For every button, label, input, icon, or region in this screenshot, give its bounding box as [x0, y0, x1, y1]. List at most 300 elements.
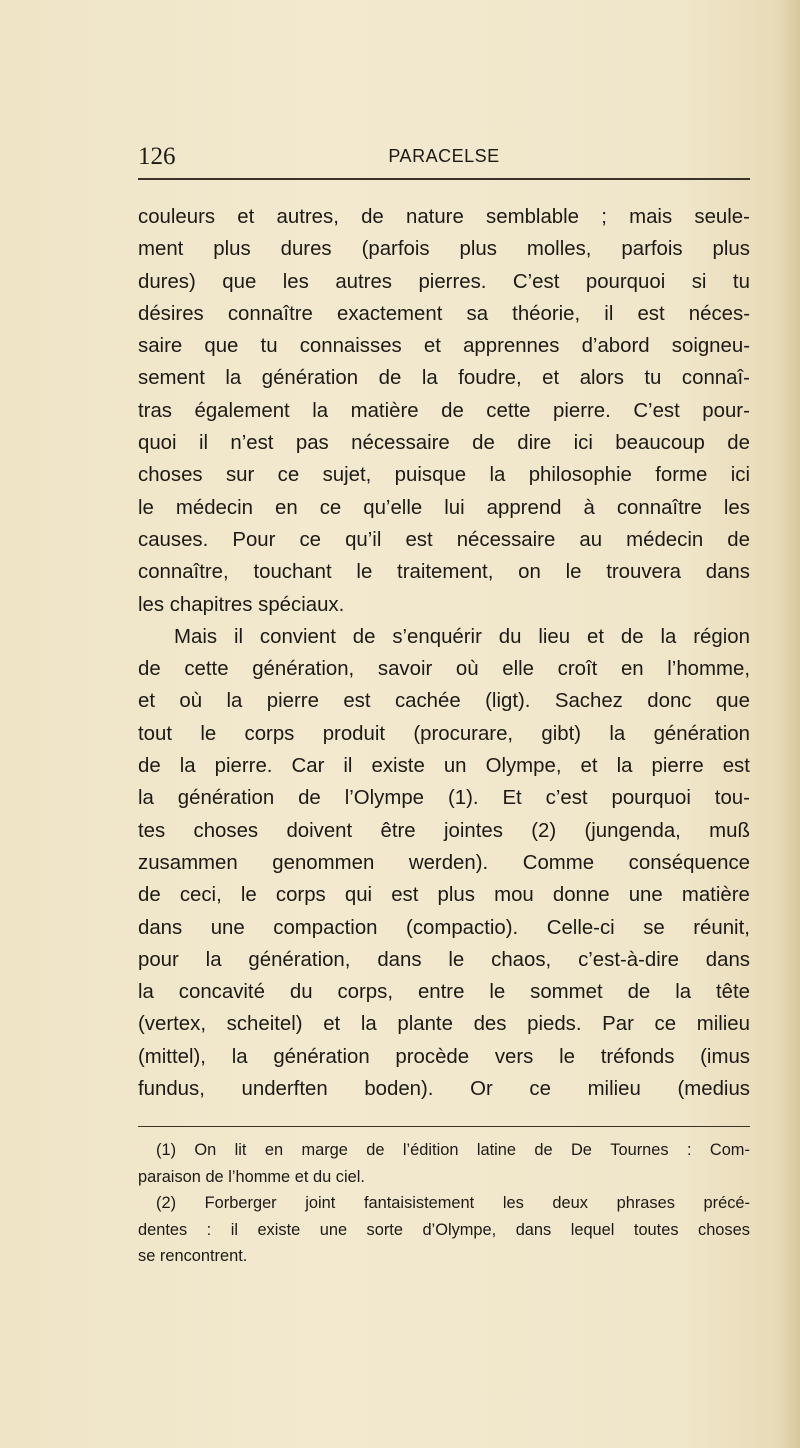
text-line	[138, 976, 750, 1008]
word: la	[225, 367, 242, 390]
word: on	[518, 561, 541, 584]
word: :	[686, 1141, 692, 1159]
word: que	[222, 270, 257, 293]
word: c’est-à-dire	[578, 948, 679, 971]
word: en	[274, 496, 298, 519]
word: et	[237, 206, 255, 228]
word: et	[580, 755, 598, 778]
word: sommet	[530, 981, 603, 1004]
word: que	[204, 335, 239, 358]
word: il	[233, 625, 244, 648]
word: semblable	[486, 206, 579, 228]
word: de	[366, 1141, 385, 1159]
word: zusammen	[138, 851, 238, 874]
word: tu	[644, 367, 662, 390]
word: n’est	[230, 432, 274, 455]
word: Comme	[522, 851, 595, 874]
word: le	[356, 561, 373, 584]
word: une	[628, 884, 663, 907]
word: une	[210, 916, 245, 939]
word: ici	[730, 464, 750, 487]
word: connaisses	[299, 335, 402, 358]
text-line	[138, 330, 750, 362]
word: chapitres	[169, 593, 259, 616]
word: foudre,	[458, 367, 522, 390]
word: couleurs	[138, 206, 216, 228]
word: des	[473, 1013, 507, 1036]
word: et	[138, 690, 156, 713]
word: conséquence	[628, 851, 750, 874]
word: dans	[705, 561, 750, 584]
word: De	[570, 1141, 592, 1159]
word: ce	[299, 528, 322, 551]
word: ici	[573, 432, 593, 455]
word: nécessaire	[351, 432, 450, 455]
word: lit	[234, 1141, 247, 1159]
word: deux	[552, 1194, 588, 1212]
text-line	[138, 362, 750, 394]
word: tras	[138, 399, 172, 422]
word: existe	[257, 1220, 301, 1239]
word: pour-	[702, 399, 750, 422]
text-line	[138, 621, 750, 653]
text-line	[138, 944, 750, 976]
word: l’édition	[402, 1141, 459, 1159]
word: de	[205, 1167, 229, 1186]
word: ment	[138, 238, 184, 261]
word: soigneu-	[671, 335, 750, 358]
word: et	[294, 1167, 313, 1186]
word: et	[423, 335, 441, 358]
word: lui	[444, 496, 465, 519]
text-line	[138, 492, 750, 524]
text-line	[138, 427, 750, 459]
word: à	[583, 496, 595, 519]
word: produit	[322, 722, 386, 745]
word: d’abord	[581, 335, 650, 358]
word: underften	[241, 1078, 328, 1101]
text-line	[138, 685, 750, 717]
word: corps	[275, 884, 326, 907]
word: concavité	[178, 981, 265, 1004]
word: il	[230, 1220, 238, 1239]
word: ciel.	[335, 1167, 365, 1186]
word: Car	[291, 755, 325, 778]
word: du	[289, 981, 313, 1004]
word: philosophie	[528, 464, 632, 487]
footnote-line	[138, 1217, 750, 1244]
word: autres	[335, 270, 392, 293]
word: vers	[494, 1045, 534, 1068]
word: Et	[502, 787, 522, 810]
word: génération,	[252, 658, 355, 681]
word: joint	[305, 1194, 336, 1212]
word: (2)	[531, 819, 557, 842]
text-line	[138, 750, 750, 782]
footnote-line	[138, 1137, 750, 1164]
word: la	[675, 981, 692, 1004]
footnote-line	[138, 1243, 750, 1270]
word: compaction	[273, 916, 378, 939]
word: plus	[437, 884, 475, 907]
word: convient	[259, 625, 336, 648]
text-line	[138, 233, 750, 265]
word: procède	[395, 1045, 470, 1068]
word: de	[441, 399, 464, 422]
text-line	[138, 653, 750, 685]
word: région	[693, 625, 750, 648]
running-title: PARACELSE	[388, 146, 500, 166]
word: si	[691, 270, 707, 293]
word: gibt)	[541, 722, 582, 745]
word: beaucoup	[615, 432, 705, 455]
word: au	[579, 528, 603, 551]
word: (mittel),	[138, 1045, 206, 1068]
word: lequel	[570, 1220, 615, 1239]
word: où	[179, 690, 203, 713]
word: trouvera	[606, 561, 681, 584]
word: il	[343, 755, 353, 778]
word: la	[138, 787, 154, 810]
word: Mais	[174, 625, 218, 648]
page-header	[138, 143, 750, 171]
word: cette	[486, 399, 531, 422]
body-text	[138, 201, 750, 1105]
word: s’enquérir	[392, 625, 482, 648]
word: Or	[470, 1078, 493, 1101]
word: la	[660, 625, 677, 648]
word: qu’il	[345, 528, 382, 551]
text-line	[138, 459, 750, 491]
word: se	[643, 916, 665, 939]
word: néces-	[688, 302, 750, 325]
word: la	[312, 399, 329, 422]
word: c’est	[545, 787, 588, 810]
word: que	[715, 690, 750, 713]
word: est	[343, 690, 371, 713]
word: seule-	[694, 206, 750, 228]
footnote-line	[138, 1190, 750, 1217]
word: pourquoi	[611, 787, 691, 810]
word: apprennes	[463, 335, 560, 358]
word: sur	[225, 464, 255, 487]
text-line	[138, 847, 750, 879]
word: du	[312, 1167, 336, 1186]
word: d’Olympe,	[422, 1220, 497, 1239]
word: plus	[459, 238, 497, 261]
word: les	[502, 1194, 524, 1212]
word: désires	[138, 302, 204, 325]
word: plus	[213, 238, 251, 261]
word: pierre.	[214, 755, 273, 778]
word: être	[380, 819, 416, 842]
word: théorie,	[512, 302, 581, 325]
word: l’homme	[228, 1167, 295, 1186]
word: entre	[417, 981, 465, 1004]
word: de	[378, 367, 402, 390]
word: sujet,	[322, 464, 372, 487]
word: et	[542, 367, 560, 390]
word: la	[138, 981, 154, 1004]
word: (parfois	[361, 238, 430, 261]
word: lieu	[538, 625, 571, 648]
word: milieu	[587, 1078, 641, 1101]
word: (imus	[700, 1045, 750, 1068]
word: ;	[601, 206, 607, 228]
word: est	[391, 884, 419, 907]
word: le	[559, 1045, 575, 1068]
word: ce	[529, 1078, 551, 1101]
word: paraison	[138, 1167, 206, 1186]
word: nécessaire	[456, 528, 556, 551]
word: médecin	[626, 528, 704, 551]
word: Sachez	[554, 690, 623, 713]
word: qu’elle	[363, 496, 423, 519]
word: génération,	[248, 948, 351, 971]
word: génération	[273, 1045, 370, 1068]
word: pas	[295, 432, 329, 455]
text-line	[138, 1041, 750, 1073]
word: Par	[602, 1013, 634, 1036]
word: pierres.	[418, 270, 487, 293]
text-line	[138, 298, 750, 330]
word: exactement	[336, 302, 443, 325]
word: fantaisistement	[363, 1194, 475, 1212]
word: la	[421, 367, 438, 390]
word: plus	[712, 238, 750, 261]
header-rule	[138, 178, 750, 180]
word: mais	[629, 206, 673, 228]
word: tu	[732, 270, 750, 293]
word: dire	[517, 432, 552, 455]
word: (1).	[447, 787, 479, 810]
word: est	[405, 528, 433, 551]
word: ce	[277, 464, 300, 487]
word: spéciaux.	[258, 593, 345, 616]
word: rencontrent.	[159, 1247, 248, 1265]
text-line	[138, 589, 750, 621]
word: l’homme,	[667, 658, 750, 681]
word: une	[319, 1220, 348, 1239]
word: Olympe,	[485, 755, 562, 778]
word: de	[352, 625, 376, 648]
word: pour	[138, 948, 179, 971]
word: boden).	[364, 1078, 434, 1101]
word: de	[138, 884, 161, 907]
word: se	[138, 1247, 160, 1265]
text-line	[138, 1073, 750, 1105]
word: tout	[138, 722, 173, 745]
word: puisque	[394, 464, 467, 487]
word: est	[637, 302, 665, 325]
word: matière	[350, 399, 419, 422]
word: de	[534, 1141, 553, 1159]
word: ce	[654, 1013, 677, 1036]
word: l’Olympe	[344, 787, 425, 810]
word: génération	[261, 367, 359, 390]
word: le	[565, 561, 582, 584]
word: il	[198, 432, 209, 455]
word: de	[472, 432, 495, 455]
word: marge	[301, 1141, 348, 1159]
word: la	[226, 690, 243, 713]
word: le	[448, 948, 465, 971]
text-line	[138, 718, 750, 750]
word: de	[627, 981, 651, 1004]
word: en	[264, 1141, 284, 1159]
word: le	[138, 496, 154, 519]
word: dans	[377, 948, 422, 971]
word: tréfonds	[600, 1045, 675, 1068]
word: scheitel)	[226, 1013, 303, 1036]
word: ceci,	[179, 884, 222, 907]
word: (ligt).	[485, 690, 531, 713]
word: où	[455, 658, 479, 681]
word: forme	[655, 464, 708, 487]
word: ce	[319, 496, 342, 519]
word: la	[609, 722, 626, 745]
word: tes	[138, 819, 166, 842]
word: dures)	[138, 270, 196, 293]
word: de	[361, 206, 384, 228]
word: (vertex,	[138, 1013, 206, 1036]
word: cette	[184, 658, 229, 681]
word: nature	[406, 206, 464, 228]
word: toutes	[633, 1220, 679, 1239]
text-line	[138, 912, 750, 944]
word: Pour	[232, 528, 276, 551]
footnote-rule	[138, 1126, 750, 1127]
word: On	[194, 1141, 217, 1159]
word: de	[138, 658, 161, 681]
word: le	[489, 981, 506, 1004]
text-line	[138, 524, 750, 556]
text-line	[138, 879, 750, 911]
word: corps,	[337, 981, 394, 1004]
word: tu	[260, 335, 278, 358]
word: saire	[138, 335, 183, 358]
word: milieu	[696, 1013, 750, 1036]
word: donne	[552, 884, 610, 907]
word: et	[586, 625, 604, 648]
word: de	[727, 432, 750, 455]
word: doivent	[286, 819, 353, 842]
word: Com-	[709, 1141, 750, 1159]
word: parfois	[621, 238, 683, 261]
word: pierre	[651, 755, 704, 778]
word: précé-	[703, 1194, 750, 1212]
footnotes	[138, 1137, 750, 1270]
word: :	[206, 1220, 212, 1239]
word: les	[282, 270, 309, 293]
text-line	[138, 201, 750, 233]
word: Tournes	[610, 1141, 669, 1159]
word: dures	[280, 238, 332, 261]
word: Forberger	[204, 1194, 277, 1212]
word: quoi	[138, 432, 177, 455]
word: chaos,	[491, 948, 552, 971]
word: la	[616, 755, 633, 778]
word: dans	[138, 916, 183, 939]
word: savoir	[377, 658, 433, 681]
word: choses	[698, 1220, 750, 1239]
word: (1)	[156, 1141, 177, 1159]
word: en	[620, 658, 644, 681]
word: werden).	[408, 851, 489, 874]
word: (compactio).	[406, 916, 519, 939]
word: phrases	[616, 1194, 675, 1212]
word: cachée	[394, 690, 461, 713]
word: pourquoi	[585, 270, 666, 293]
word: connaître,	[138, 561, 229, 584]
word: touchant	[253, 561, 332, 584]
word: dans	[515, 1220, 552, 1239]
word: le	[240, 884, 257, 907]
word: fundus,	[138, 1078, 205, 1101]
word: (medius	[677, 1078, 750, 1101]
footnote-line	[138, 1164, 750, 1191]
word: pierre.	[553, 399, 611, 422]
word: connaître	[227, 302, 313, 325]
word: apprend	[486, 496, 562, 519]
word: sement	[138, 367, 205, 390]
word: jointes	[443, 819, 503, 842]
word: tou-	[714, 787, 750, 810]
word: sorte	[366, 1220, 403, 1239]
word: également	[194, 399, 290, 422]
word: tête	[715, 981, 750, 1004]
word: muß	[709, 819, 750, 842]
word: causes.	[138, 528, 209, 551]
word: matière	[681, 884, 750, 907]
text-line	[138, 556, 750, 588]
word: dans	[705, 948, 750, 971]
word: existe	[371, 755, 425, 778]
word: du	[498, 625, 522, 648]
text-line	[138, 1008, 750, 1040]
word: la	[179, 755, 196, 778]
word: connaî-	[681, 367, 750, 390]
word: C’est	[633, 399, 680, 422]
word: est	[722, 755, 750, 778]
word: corps	[244, 722, 295, 745]
word: de	[138, 755, 161, 778]
page-number: 126	[138, 143, 176, 170]
word: sa	[466, 302, 489, 325]
word: un	[443, 755, 467, 778]
word: de	[727, 528, 750, 551]
word: la	[489, 464, 506, 487]
word: alors	[579, 367, 624, 390]
word: de	[620, 625, 644, 648]
word: latine	[476, 1141, 516, 1159]
word: génération	[177, 787, 275, 810]
word: la	[231, 1045, 248, 1068]
word: autres,	[276, 206, 339, 228]
text-line	[138, 266, 750, 298]
word: dentes	[138, 1220, 188, 1239]
word: mou	[494, 884, 534, 907]
word: la	[360, 1013, 377, 1036]
word: connaître	[616, 496, 702, 519]
text-line	[138, 815, 750, 847]
word: choses	[193, 819, 259, 842]
word: (jungenda,	[584, 819, 681, 842]
word: les	[723, 496, 750, 519]
word: elle	[502, 658, 534, 681]
word: les	[138, 593, 170, 616]
text-line	[138, 782, 750, 814]
